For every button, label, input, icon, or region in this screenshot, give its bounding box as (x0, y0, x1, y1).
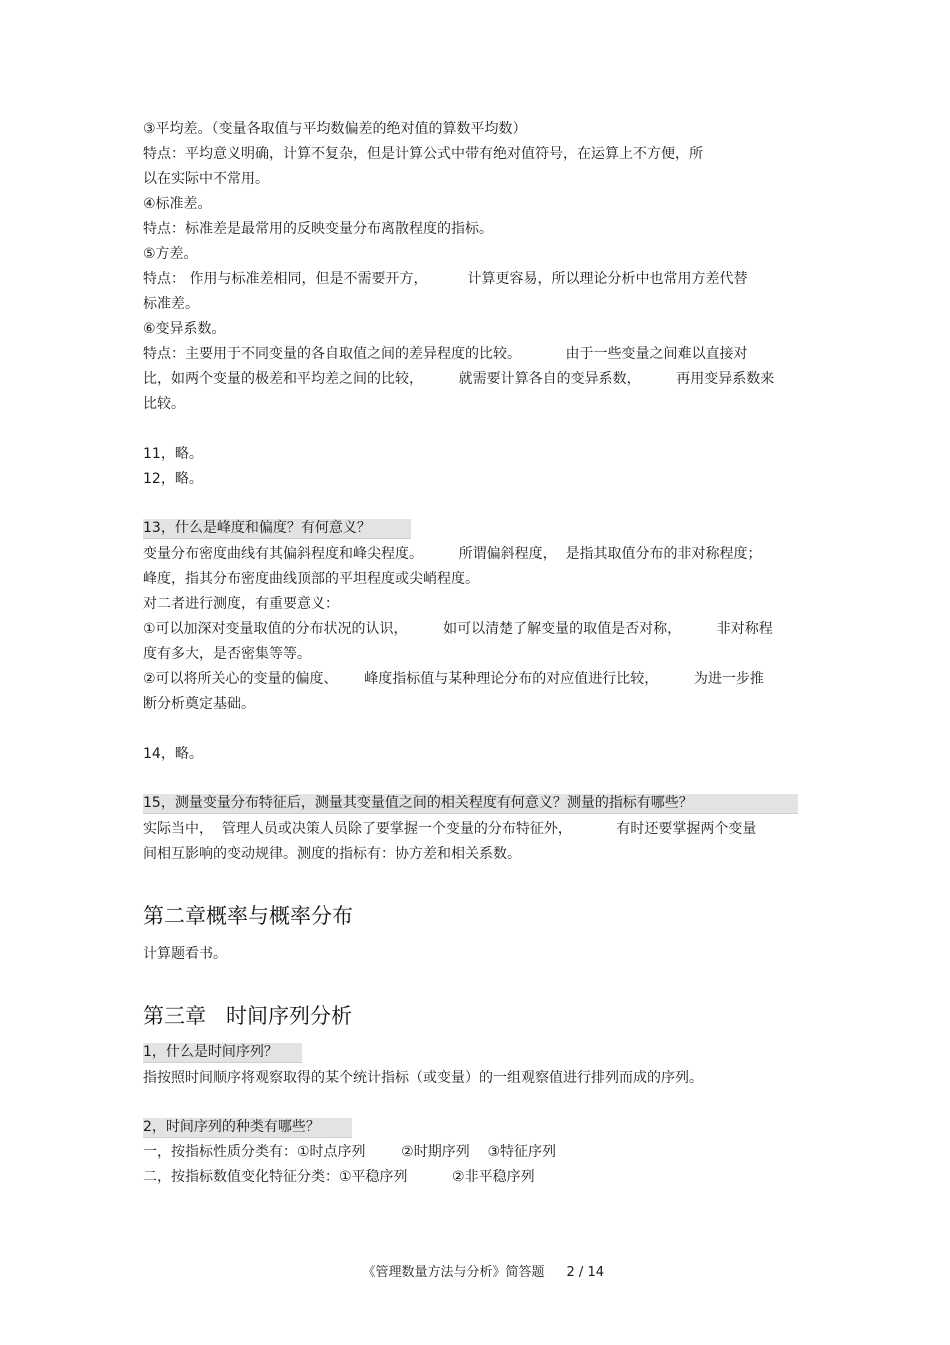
text-line: 特点： 作用与标准差相同，但是不需要开方， 计算更容易，所以理论分析中也常用方差代替 (143, 271, 748, 287)
page-footer (0, 1249, 950, 1297)
text-line: 14，略。 (143, 746, 203, 762)
question-heading: 15，测量变量分布特征后，测量其变量值之间的相关程度有何意义？测量的指标有哪些？ (143, 794, 798, 814)
question-heading: 13，什么是峰度和偏度？有何意义？ (143, 519, 411, 539)
question-heading: 1，什么是时间序列？ (143, 1043, 302, 1063)
text-line: ④标准差。 (143, 196, 212, 212)
text-line: 比，如两个变量的极差和平均差之间的比较， 就需要计算各自的变异系数， 再用变异系数来 (143, 371, 775, 387)
text-line: 计算题看书。 (143, 946, 227, 962)
text-line: 比较。 (143, 396, 185, 412)
text-line: 断分析奠定基础。 (143, 696, 255, 712)
text-line: ⑥变异系数。 (143, 321, 226, 337)
text-line: 对二者进行测度，有重要意义： (143, 596, 339, 612)
text-line: 峰度，指其分布密度曲线顶部的平坦程度或尖峭程度。 (143, 571, 479, 587)
text-line: 二，按指标数值变化特征分类：①平稳序列 ②非平稳序列 (143, 1169, 535, 1185)
text-line: ⑤方差。 (143, 246, 198, 262)
text-line: 标准差。 (143, 296, 199, 312)
chapter-heading: 第三章 时间序列分析 (143, 1004, 353, 1028)
text-line: 特点：平均意义明确，计算不复杂，但是计算公式中带有绝对值符号，在运算上不方便，所 (143, 146, 703, 162)
text-line: 指按照时间顺序将观察取得的某个统计指标（或变量）的一组观察值进行排列而成的序列。 (143, 1070, 703, 1086)
text-line: 间相互影响的变动规律。测度的指标有：协方差和相关系数。 (143, 846, 521, 862)
text-line: 特点：主要用于不同变量的各自取值之间的差异程度的比较。 由于一些变量之间难以直接对 (143, 346, 748, 362)
text-line: 变量分布密度曲线有其偏斜程度和峰尖程度。 所谓偏斜程度， 是指其取值分布的非对称程度； (143, 546, 762, 562)
text-line: ③平均差。（变量各取值与平均数偏差的绝对值的算数平均数） (143, 121, 527, 137)
text-line: 12，略。 (143, 471, 203, 487)
text-line: 一，按指标性质分类有：①时点序列 ②时期序列 ③特征序列 (143, 1144, 557, 1160)
text-line: 以在实际中不常用。 (143, 171, 269, 187)
page-number: 2 / 14 (566, 1265, 604, 1280)
footer-title: 《管理数量方法与分析》简答题 (362, 1265, 545, 1280)
question-heading: 2，时间序列的种类有哪些？ (143, 1118, 352, 1138)
text-line: 实际当中， 管理人员或决策人员除了要掌握一个变量的分布特征外， 有时还要掌握两个变量 (143, 821, 757, 837)
text-line: ②可以将所关心的变量的偏度、 峰度指标值与某种理论分布的对应值进行比较， 为进一步推 (143, 671, 764, 687)
text-line: 度有多大，是否密集等等。 (143, 646, 311, 662)
text-line: ①可以加深对变量取值的分布状况的认识， 如可以清楚了解变量的取值是否对称， 非对称程 (143, 621, 773, 637)
chapter-heading: 第二章概率与概率分布 (143, 904, 353, 928)
text-line: 11，略。 (143, 446, 203, 462)
text-line: 特点：标准差是最常用的反映变量分布离散程度的指标。 (143, 221, 493, 237)
